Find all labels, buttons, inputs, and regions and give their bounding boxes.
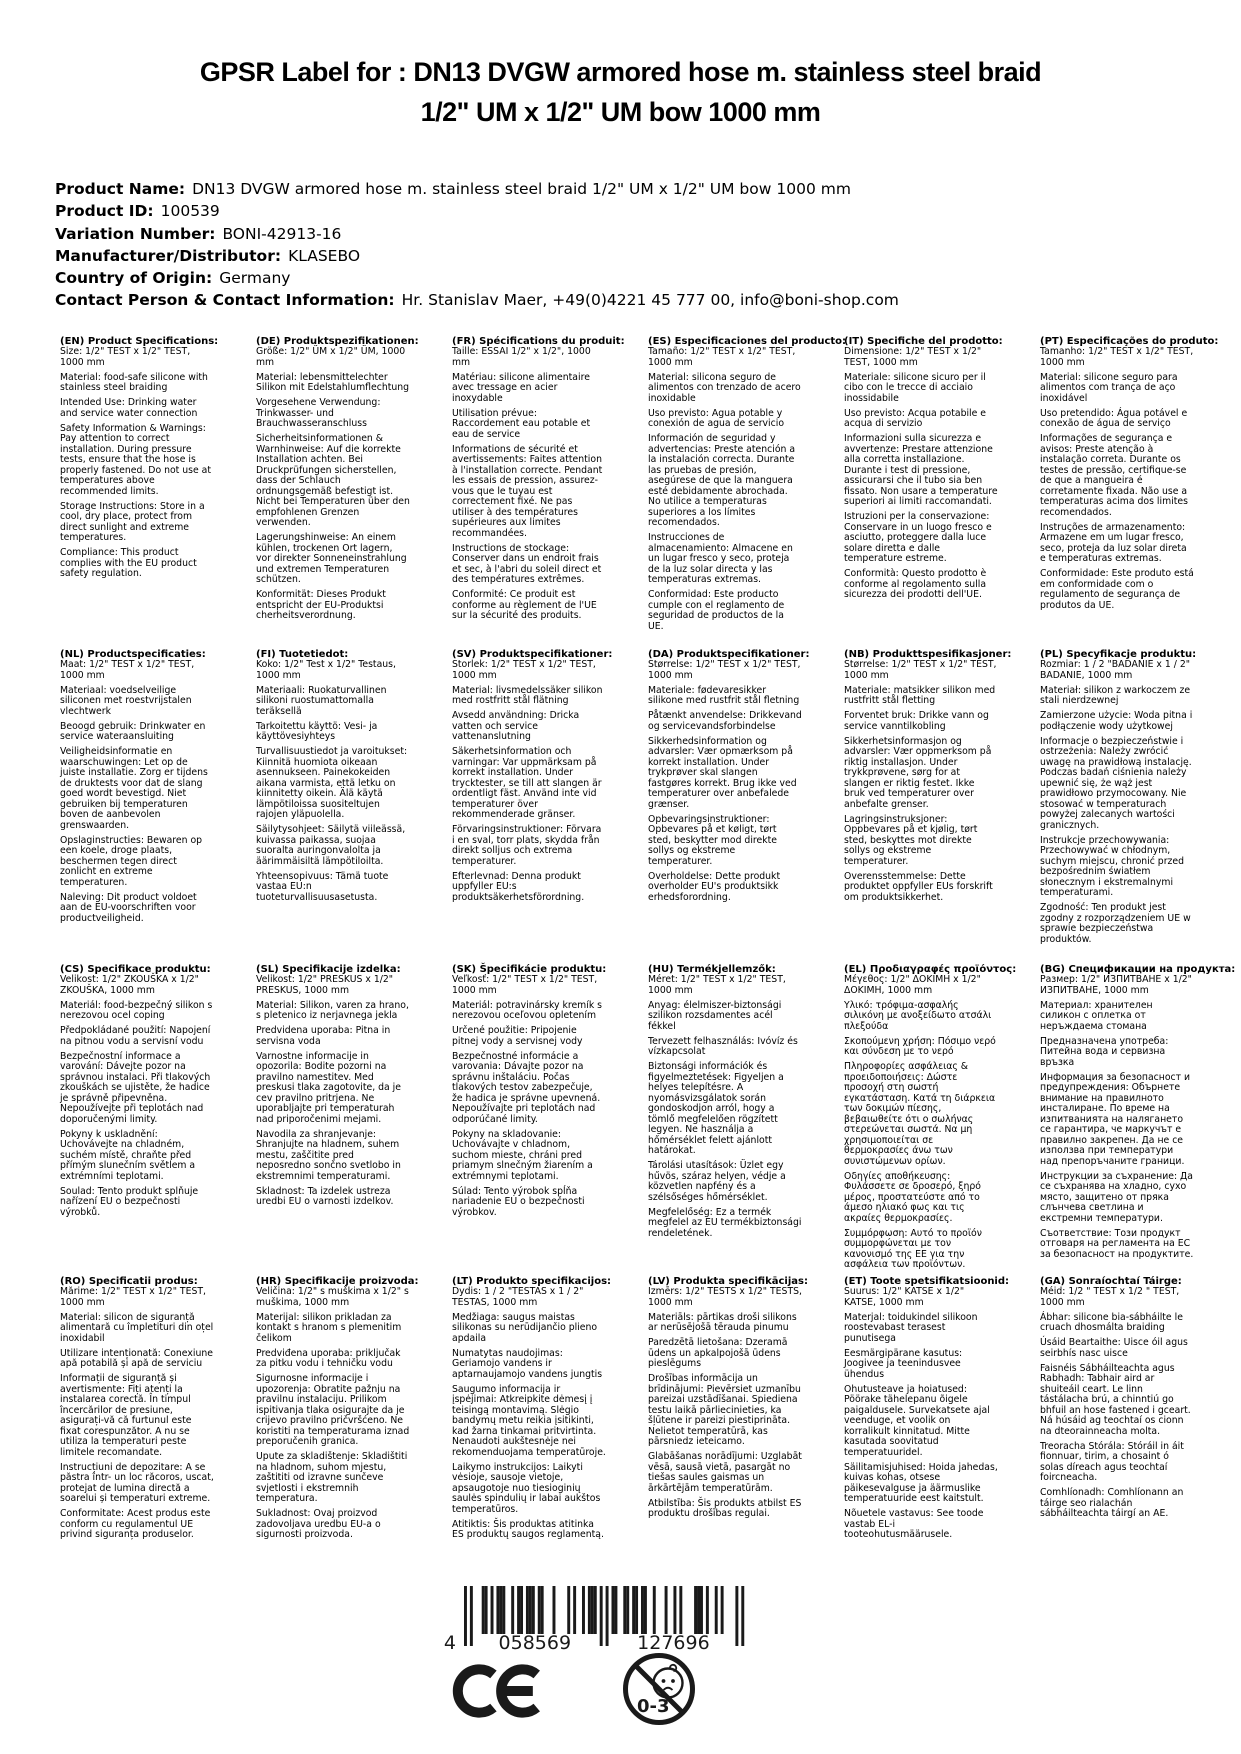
spec-paragraph: Predvidena uporaba: Pitna in servisna voda [256, 1025, 391, 1047]
spec-paragraph: Medžiaga: saugus maistas silikonas su nerūdijančio plieno apdaila [452, 1311, 598, 1344]
product-info-value: DN13 DVGW armored hose m. stainless steel braid 1/2" UM x 1/2" UM bow 1000 mm [192, 180, 851, 198]
spec-paragraph: Atbilstība: Šis produkts atbilst ES produktu drošības regulai. [648, 1497, 802, 1519]
product-info-row [55, 178, 1241, 200]
ce-mark [452, 1660, 542, 1722]
spec-block-heading: (EL) Προδιαγραφές προϊόντος: [844, 964, 1017, 975]
spec-paragraph: Sikkerhedsinformation og advarsler: Vær opmærksom på korrekt installation. Under trykprøver skal slangen fastgøres korrekt. Brug ikke ved temperaturer over anbefalede grænser. [648, 735, 797, 810]
spec-paragraph: Saugumo informacija ir įspėjimai: Atkreipkite dėmesį į teisingą montavimą. Slėgio bandymų metu reikia įsitikinti, kad žarna tinkamai pritvirtinta. Nenaudoti aukštesnėje nei rekomenduojama temperatūroje. [452, 1383, 606, 1458]
age-warning-0-3-icon [621, 1650, 697, 1728]
spec-paragraph: Turvallisuustiedot ja varoitukset: Kiinnitä huomiota oikeaan asennukseen. Painekokeiden aikana varmista, että letku on kiinnitetty oikein. Älä käytä lämpötiloissa suositeltujen rajojen yläpuolella. [256, 746, 408, 820]
spec-paragraph: Compliance: This product complies with the EU product safety regulation. [60, 547, 197, 579]
spec-paragraph: Méid: 1/2 " TEST x 1/2 " TEST, 1000 mm [1040, 1286, 1180, 1308]
spec-paragraph: Istruzioni per la conservazione: Conservare in un luogo fresco e asciutto, proteggere dalla luce solare diretta e dalle temperature estreme. [844, 511, 992, 564]
product-info-row [55, 223, 1241, 245]
spec-paragraph: Drošības informācija un brīdinājumi: Pievērsiet uzmanību pareizai uzstādīšanai. Spiediena testu laikā pārliecinieties, ka šļūtene ir pareizi piestiprināta. Nelietot temperatūrā, kas pārsniedz ieteicamo. [648, 1373, 801, 1447]
spec-paragraph: Tervezett felhasználás: Ivóvíz és vízkapcsolat [648, 1035, 798, 1057]
spec-block-heading: (DE) Produktspezifikationen: [256, 336, 419, 347]
spec-paragraph: Conformidade: Este produto está em conformidade com o regulamento de segurança de produtos da UE. [1040, 568, 1194, 611]
barcode-digits: 4 [443, 1632, 456, 1653]
spec-paragraph: Material: food-safe silicone with stainless steel braiding [60, 371, 208, 393]
spec-paragraph: Megfelelőség: Ez a termék megfelel az EU termékbiztonsági rendeletének. [648, 1206, 802, 1239]
spec-paragraph: Materiāls: pārtikas droši silikons ar nerūsējošā tērauda pinumu [648, 1311, 797, 1333]
spec-paragraph: Instruções de armazenamento: Armazene em um lugar fresco, seco, proteja da luz solar direta e temperaturas extremas. [1040, 521, 1187, 564]
spec-paragraph: Material: silicona seguro de alimentos con trenzado de acero inoxidable [648, 371, 801, 404]
spec-paragraph: Pokyny na skladovanie: Uchovávajte v chladnom, suchom mieste, chráni pred priamym slnečným žiarením a extrémnymi teplotami. [452, 1128, 593, 1182]
spec-block [844, 1276, 1040, 1545]
spec-block [256, 964, 452, 1276]
product-info [55, 178, 1241, 312]
spec-paragraph: Predviđena uporaba: priključak za pitku vodu i tehničku vodu [256, 1347, 401, 1369]
spec-paragraph: Opbevaringsinstruktioner: Opbevares på et køligt, tørt sted, beskytter mod direkte sollys og ekstreme temperaturer. [648, 813, 777, 867]
spec-paragraph: Uso pretendido: Água potável e conexão de água de serviço [1040, 407, 1188, 429]
spec-paragraph: Информация за безопасност и предупреждения: Обърнете внимание на правилното инсталиране. По време на изпитванията на налягането се гарантира, че маркучът е правилно закрепен. Да не се използва при температури над препоръчаните граници. [1040, 1071, 1191, 1167]
spec-block-heading: (IT) Specifiche del prodotto: [844, 336, 1003, 347]
product-info-value: Hr. Stanislav Maer, +49(0)4221 45 777 00, info@boni-shop.com [401, 291, 899, 310]
spec-paragraph: Eesmärgipärane kasutus: Joogivee ja teenindusvee ühendus [844, 1347, 963, 1380]
spec-paragraph: Forventet bruk: Drikke vann og service vanntilkobling [844, 710, 989, 732]
spec-paragraph: Förvaringsinstruktioner: Förvara i en sval, torr plats, skydda från direkt solljus och extrema temperaturer. [452, 824, 602, 867]
spec-paragraph: Tarkoitettu käyttö: Vesi- ja käyttövesiyhteys [256, 720, 378, 742]
spec-paragraph: Informazioni sulla sicurezza e avvertenze: Prestare attenzione alla corretta installazione. Durante i test di pressione, assicurarsi che il tubo sia ben fissato. Non usare a temperature superiori ai limiti raccomandati. [844, 433, 998, 507]
spec-paragraph: Avsedd användning: Dricka vatten och service vattenanslutning [452, 710, 580, 742]
spec-paragraph: Conformità: Questo prodotto è conforme al regolamento sulla sicurezza dei prodotti dell'UE. [844, 568, 987, 600]
spec-paragraph: Navodila za shranjevanje: Shranjujte na hladnem, suhem mestu, zaščitite pred neposredno sončno svetlobo in ekstremnimi temperaturami. [256, 1128, 401, 1182]
spec-block [60, 1276, 256, 1545]
spec-block-heading: (GA) Sonraíochtaí Táirge: [1040, 1276, 1182, 1287]
spec-paragraph: Materiaali: Ruokaturvallinen silikoni ruostumattomalla teräksellä [256, 684, 387, 717]
spec-paragraph: Información de seguridad y advertencias: Preste atención a la instalación correcta. Durante las pruebas de presión, asegúrese de que la manguera esté debidamente abrochada. No utilice a temperaturas superiores a los límites recomendados. [648, 433, 796, 528]
spec-block [256, 336, 452, 649]
spec-paragraph: Méret: 1/2" TEST x 1/2" TEST, 1000 mm [648, 974, 786, 996]
spec-paragraph: Conformitate: Acest produs este conform cu regulamentul UE privind siguranța produselor. [60, 1508, 211, 1540]
product-info-label: Variation Number: [55, 224, 216, 243]
spec-paragraph: Υλικό: τρόφιμα-ασφαλής σιλικόνη με ανοξείδωτο ατσάλι πλεξούδα [844, 999, 992, 1032]
age-warning-text: 0-3 [637, 1696, 670, 1717]
spec-paragraph: Sicherheitsinformationen & Warnhinweise: Auf die korrekte Installation achten. Bei Druckprüfungen sicherstellen, dass der Schlauch ordnungsgemäß befestigt ist. Nicht bei Temperaturen über den empfohlenen Grenzen verwenden. [256, 433, 410, 528]
spec-paragraph: Sikkerhetsinformasjon og advarsler: Vær oppmerksom på riktig installasjon. Under trykkprøvene, sørg for at slangen er riktig festet. Ikke bruk ved temperaturer over anbefalte grenser. [844, 735, 992, 810]
spec-paragraph: Συμμόρφωση: Αυτό το προϊόν συμμορφώνεται με τον κανονισμό της ΕΕ για την ασφάλεια των προϊόντων. [844, 1227, 982, 1270]
product-info-value: BONI-42913-16 [222, 224, 342, 243]
spec-paragraph: Biztonsági információk és figyelmeztetések: Figyeljen a helyes telepítésre. A nyomásvizsgálatok során gondoskodjon arról, hogy a tömlő megfelelően rögzített legyen. Ne használja a hőmérséklet felett ajánlott határokat. [648, 1061, 784, 1156]
spec-paragraph: Velikost: 1/2" ZKOUŠKA x 1/2" ZKOUŠKA, 1000 mm [60, 974, 199, 996]
spec-block-heading: (FR) Spécifications du produit: [452, 336, 625, 347]
spec-paragraph: Úsáid Beartaithe: Uisce óil agus seirbhís nasc uisce [1040, 1337, 1188, 1359]
spec-block-heading: (NL) Productspecificaties: [60, 649, 206, 660]
spec-block [256, 1276, 452, 1545]
spec-paragraph: Tamaño: 1/2" TEST x 1/2" TEST, 1000 mm [648, 346, 796, 368]
barcode-digits: 058569 [498, 1632, 572, 1653]
spec-paragraph: Velikost: 1/2" PRESKUS x 1/2" PRESKUS, 1000 mm [256, 974, 394, 996]
spec-paragraph: Ohutusteave ja hoiatused: Pöörake tähelepanu õigele paigaldusele. Survekatsete ajal veenduge, et voolik on korralikult kinnitatud. Mitte kasutada soovitatud temperatuuridel. [844, 1383, 990, 1458]
spec-block-heading: (DA) Produktspecifikationer: [648, 649, 810, 660]
spec-paragraph: Overholdelse: Dette produkt overholder EU's produktsikk erhedsforordning. [648, 870, 781, 903]
spec-paragraph: Instrukcje przechowywania: Przechowywać w chłodnym, suchym miejscu, chronić przed bezpośrednim światłem słonecznym i ekstremalnymi temperaturami. [1040, 834, 1185, 898]
spec-paragraph: Storage Instructions: Store in a cool, dry place, protect from direct sunlight and extreme temperatures. [60, 500, 205, 543]
spec-paragraph: Varnostne informacije in opozorila: Bodite pozorni na pravilno namestitev. Med preskusi tlaka zagotovite, da je cev pravilno pritrjena. Ne uporabljajte pri temperaturah nad priporočenimi mejami. [256, 1050, 401, 1125]
spec-block [1040, 336, 1236, 649]
spec-paragraph: Glabāšanas norādījumi: Uzglabāt vēsā, sausā vietā, pasargāt no tiešas saules gaismas un ārkārtējām temperatūrām. [648, 1451, 802, 1494]
spec-paragraph: Overensstemmelse: Dette produktet oppfyller EUs forskrift om produktsikkerhet. [844, 870, 993, 903]
spec-block [648, 964, 844, 1276]
spec-block [648, 336, 847, 649]
spec-paragraph: Suurus: 1/2" KATSE x 1/2" KATSE, 1000 mm [844, 1286, 965, 1308]
spec-paragraph: Nõuetele vastavus: See toode vastab EL-i tooteohutusmäärusele. [844, 1508, 984, 1540]
spec-block [1040, 964, 1236, 1276]
spec-paragraph: Dydis: 1 / 2 "TESTAS x 1 / 2" TESTAS, 1000 mm [452, 1286, 584, 1308]
spec-block-heading: (ET) Toote spetsifikatsioonid: [844, 1276, 1010, 1287]
product-info-value: 100539 [160, 202, 220, 221]
spec-paragraph: Bezpečnostné informácie a varovania: Dávajte pozor na správnu inštaláciu. Počas tlakových testov zabezpečuje, že hadica je správne upevnená. Nepoužívajte pri teplotách nad odporúčané limity. [452, 1050, 601, 1125]
spec-block [256, 649, 452, 964]
spec-paragraph: Säilytysohjeet: Säilytä viileässä, kuivassa paikassa, suojaa suoralta auringonvalolta ja äärimmäisiltä lämpötiloilta. [256, 824, 406, 867]
spec-block-heading: (FI) Tuotetiedot: [256, 649, 349, 660]
spec-paragraph: Zamierzone użycie: Woda pitna i podłączenie wody użytkowej [1040, 710, 1193, 732]
spec-block [60, 336, 256, 649]
product-info-label: Contact Person & Contact Information: [55, 291, 395, 310]
spec-paragraph: Størrelse: 1/2" TEST x 1/2" TEST, 1000 mm [844, 659, 997, 681]
spec-paragraph: Pokyny k uskladnění: Uchovávejte na chladném, suchém místě, chraňte před přímým slunečním světlem a extrémními teplotami. [60, 1128, 196, 1182]
spec-paragraph: Rozmiar: 1 / 2 "BADANIE x 1 / 2" BADANIE, 1000 mm [1040, 659, 1191, 681]
spec-paragraph: Informații de siguranță și avertismente: Fiți atenți la instalarea corectă. În timpul încercărilor de presiune, asigurați-vă că furtunul este fixat corespunzător. A nu se utiliza la temperaturi peste limitele recomandate. [60, 1373, 192, 1458]
spec-paragraph: Instrucciones de almacenamiento: Almacene en un lugar fresco y seco, proteja de la luz solar directa y las temperaturas extremas. [648, 532, 793, 585]
spec-paragraph: Σκοπούμενη χρήση: Πόσιμο νερό και σύνδεση με το νερό [844, 1035, 996, 1057]
product-info-label: Product Name: [55, 180, 186, 198]
spec-paragraph: Съответствие: Този продукт отговаря на регламента на ЕС за безопасност на продуктите. [1040, 1227, 1194, 1260]
spec-paragraph: Materiale: silicone sicuro per il cibo con le trecce di acciaio inossidabile [844, 371, 986, 404]
spec-paragraph: Zgodność: Ten produkt jest zgodny z rozporządzeniem UE w sprawie bezpieczeństwa produktów. [1040, 902, 1191, 945]
spec-paragraph: Conformité: Ce produit est conforme au règlement de l'UE sur la sécurité des produits. [452, 589, 597, 621]
spec-block [452, 1276, 648, 1545]
age-warning-0-3 [621, 1650, 697, 1728]
spec-paragraph: Materiał: silikon z warkoczem ze stali nierdzewnej [1040, 684, 1191, 706]
spec-paragraph: Tárolási utasítások: Üzlet egy hűvös, száraz helyen, védje a közvetlen napfény és a szélsőséges hőmérséklet. [648, 1160, 786, 1203]
spec-paragraph: Utilisation prévue: Raccordement eau potable et eau de service [452, 407, 591, 440]
spec-paragraph: Utilizare intenționată: Conexiune apă potabilă și apă de serviciu [60, 1347, 213, 1369]
spec-paragraph: Bezpečnostní informace a varování: Dávejte pozor na správnou instalaci. Při tlakových zkouškách se ujistěte, že hadice je správně připevněna. Nepoužívejte při teplotách nad doporučenými limity. [60, 1050, 211, 1125]
spec-block [844, 964, 1040, 1276]
spec-paragraph: Skladnost: Ta izdelek ustreza uredbi EU o varnosti izdelkov. [256, 1185, 394, 1207]
spec-paragraph: Atitiktis: Šis produktas atitinka ES produktų saugos reglamentą. [452, 1518, 604, 1540]
product-info-label: Product ID: [55, 202, 154, 221]
spec-block [60, 649, 256, 964]
spec-paragraph: Předpokládané použití: Napojení na pitnou vodu a servisní vodu [60, 1025, 211, 1047]
spec-paragraph: Súlad: Tento výrobok spĺňa nariadenie EÚ o bezpečnosti výrobkov. [452, 1185, 585, 1218]
spec-paragraph: Vorgesehene Verwendung: Trinkwasser- und Brauchwasseranschluss [256, 397, 381, 429]
spec-paragraph: Предназначена употреба: Питейна вода и сервизна връзка [1040, 1035, 1169, 1068]
spec-paragraph: Πληροφορίες ασφάλειας & προειδοποιήσεις: Δώστε προσοχή στη σωστή εγκατάσταση. Κατά τη διάρκεια των δοκιμών πίεσης, βεβαιωθείτε ότι ο σωλήνας στερεώνεται σωστά. Να μη χρησιμοποιείται σε θερμοκρασίες άνω των συνιστώμενων ορίων. [844, 1061, 996, 1167]
spec-paragraph: Izmērs: 1/2" TESTS x 1/2" TESTS, 1000 mm [648, 1286, 802, 1308]
spec-block [844, 336, 1040, 649]
spec-block [648, 649, 844, 964]
spec-paragraph: Ábhar: silicone bia-sábháilte le cruach dhosmálta braiding [1040, 1311, 1183, 1333]
spec-paragraph: Инструкции за съхранение: Да се съхранява на хладно, сухо място, защитено от пряка слънчева светлина и екстремни температури. [1040, 1170, 1194, 1224]
spec-paragraph: Soulad: Tento produkt splňuje nařízení EU o bezpečnosti výrobků. [60, 1185, 199, 1218]
product-info-row [55, 200, 1241, 222]
spec-block-heading: (SV) Produktspecifikationer: [452, 649, 613, 660]
spec-paragraph: Μέγεθος: 1/2" ΔΟΚΙΜΗ x 1/2" ΔΟΚΙΜΗ, 1000 mm [844, 974, 981, 996]
spec-block [60, 964, 256, 1276]
spec-paragraph: Konformität: Dieses Produkt entspricht der EU-Produktsi cherheitsverordnung. [256, 589, 386, 621]
spec-block-heading: (LT) Produkto specifikacijos: [452, 1276, 612, 1287]
spec-block-heading: (HR) Specifikacije proizvoda: [256, 1276, 419, 1287]
page-title-line1: GPSR Label for : DN13 DVGW armored hose m. stainless steel braid [199, 57, 1042, 87]
spec-paragraph: Uso previsto: Agua potable y conexión de agua de servicio [648, 407, 785, 429]
spec-paragraph: Numatytas naudojimas: Geriamojo vandens ir aptarnaujamojo vandens jungtis [452, 1347, 603, 1380]
spec-paragraph: Určené použitie: Pripojenie pitnej vody a servisnej vody [452, 1025, 583, 1047]
spec-block-heading: (BG) Спецификации на продукта: [1040, 964, 1236, 975]
spec-paragraph: Sukladnost: Ovaj proizvod zadovoljava uredbu EU-a o sigurnosti proizvoda. [256, 1508, 381, 1540]
spec-paragraph: Mărime: 1/2" TEST x 1/2" TEST, 1000 mm [60, 1286, 207, 1308]
spec-block [1040, 1276, 1236, 1545]
spec-paragraph: Upute za skladištenje: Skladištiti na hladnom, suhom mjestu, zaštititi od izravne sunčeve svjetlosti i ekstremnih temperatura. [256, 1451, 408, 1504]
spec-paragraph: Material: Silikon, varen za hrano, s pletenico iz nerjavnega jekla [256, 999, 409, 1021]
spec-paragraph: Dimensione: 1/2" TEST x 1/2" TEST, 1000 mm [844, 346, 982, 368]
page-title-line2: 1/2" UM x 1/2" UM bow 1000 mm [420, 97, 821, 127]
spec-paragraph: Conformidad: Este producto cumple con el reglamento de seguridad de productos de la UE. [648, 589, 785, 632]
product-info-value: Germany [219, 269, 291, 288]
spec-paragraph: Storlek: 1/2" TEST x 1/2" TEST, 1000 mm [452, 659, 596, 681]
spec-paragraph: Opslaginstructies: Bewaren op een koele, droge plaats, beschermen tegen direct zonlicht en extreme temperaturen. [60, 834, 203, 888]
ce-mark-icon [452, 1660, 542, 1722]
spec-block [648, 1276, 844, 1545]
spec-paragraph: Informacje o bezpieczeństwie i ostrzeżenia: Należy zwrócić uwagę na prawidłową instalację. Podczas badań ciśnienia należy upewnić się, że wąż jest prawidłowo przymocowany. Nie stosować w temperaturach powyżej zalecanych wartości granicznych. [1040, 735, 1192, 831]
spec-paragraph: Treoracha Stórála: Stóráil in áit fionnuar, tirim, a chosaint ó solas díreach agus teochtaí foircneacha. [1040, 1440, 1184, 1483]
spec-block-heading: (SL) Specifikacije izdelka: [256, 964, 401, 975]
spec-paragraph: Beoogd gebruik: Drinkwater en service wateraansluiting [60, 720, 206, 742]
spec-paragraph: Naleving: Dit product voldoet aan de EU-voorschriften voor productveiligheid. [60, 891, 197, 924]
spec-block-heading: (RO) Specificatii produs: [60, 1276, 198, 1287]
product-info-label: Country of Origin: [55, 269, 213, 288]
barcode-digits: 127696 [637, 1632, 710, 1653]
spec-block-heading: (CS) Specifikace produktu: [60, 964, 211, 975]
product-info-row [55, 267, 1241, 289]
spec-paragraph: Materiál: food-bezpečný silikon s nerezovou ocel coping [60, 999, 213, 1021]
spec-paragraph: Påtænkt anvendelse: Drikkevand og servicevandsforbindelse [648, 710, 802, 732]
ean-barcode [428, 1581, 758, 1653]
spec-grid [60, 336, 1236, 1545]
spec-block-heading: (SK) Špecifikácie produktu: [452, 964, 607, 975]
spec-paragraph: Material: livsmedelssäker silikon med rostfritt stål flätning [452, 684, 603, 706]
spec-block [452, 964, 648, 1276]
spec-block-heading: (HU) Termékjellemzők: [648, 964, 776, 975]
spec-paragraph: Material: silicon de siguranță alimentară cu împletituri din oțel inoxidabil [60, 1311, 214, 1344]
page-title [40, 52, 1201, 132]
spec-paragraph: Größe: 1/2" ÜM x 1/2" ÜM, 1000 mm [256, 346, 406, 368]
spec-block-heading: (ES) Especificaciones del producto: [648, 336, 847, 347]
spec-paragraph: Efterlevnad: Denna produkt uppfyller EU:s produktsäkerhetsförordning. [452, 870, 585, 903]
spec-paragraph: Materijal: silikon prikladan za kontakt s hranom s plemenitim čelikom [256, 1311, 402, 1344]
spec-paragraph: Materjal: toidukindel silikoon roostevabast terasest punutisega [844, 1311, 978, 1344]
spec-paragraph: Comhlíonadh: Comhlíonann an táirge seo rialachán sábháilteachta táirgí an AE. [1040, 1487, 1184, 1519]
spec-paragraph: Veličina: 1/2" s muškima x 1/2" s muškima, 1000 mm [256, 1286, 409, 1308]
spec-paragraph: Taille: ESSAI 1/2" x 1/2", 1000 mm [452, 346, 591, 368]
spec-paragraph: Materiál: potravinársky kremík s nerezovou oceľovou opletením [452, 999, 603, 1021]
ean-barcode-icon [428, 1581, 758, 1653]
spec-paragraph: Säkerhetsinformation och varningar: Var uppmärksam på korrekt installation. Under trycktester, se till att slangen är ordentligt fäst. Använd inte vid temperaturer över rekommenderade gränser. [452, 746, 602, 820]
spec-paragraph: Størrelse: 1/2" TEST x 1/2" TEST, 1000 mm [648, 659, 801, 681]
spec-paragraph: Lagerungshinweise: An einem kühlen, trockenen Ort lagern, vor direkter Sonneneinstrahlung und extremen Temperaturen schützen. [256, 532, 407, 585]
product-info-row [55, 289, 1241, 311]
spec-paragraph: Veľkosť: 1/2" TEST x 1/2" TEST, 1000 mm [452, 974, 598, 996]
spec-block [1040, 649, 1236, 964]
spec-paragraph: Faisnéis Sábháilteachta agus Rabhadh: Tabhair aird ar shuiteáil ceart. Le linn tástálacha brú, a chinntiú go bhfuil an hose fastened i gceart. Ná húsáid ag teochtaí os cionn na dteorainneacha molta. [1040, 1362, 1191, 1437]
spec-paragraph: Säilitamisjuhised: Hoida jahedas, kuivas kohas, otsese päikesevalguse ja äärmuslike temperatuuride eest kaitstult. [844, 1461, 998, 1504]
spec-paragraph: Size: 1/2" TEST x 1/2" TEST, 1000 mm [60, 346, 191, 368]
spec-block-heading: (EN) Product Specifications: [60, 336, 219, 347]
spec-block-heading: (PL) Specyfikacje produktu: [1040, 649, 1197, 660]
spec-block [452, 649, 648, 964]
spec-paragraph: Informations de sécurité et avertissements: Faites attention à l'installation correcte. Pendant les essais de pression, assurez-vous que le tuyau est correctement fixé. Ne pas utiliser à des températures supérieures aux limites recommandées. [452, 443, 603, 539]
spec-paragraph: Materiale: fødevaresikker silikone med rustfrit stål fletning [648, 684, 800, 706]
spec-block [452, 336, 648, 649]
spec-paragraph: Paredzētā lietošana: Dzeramā ūdens un apkalpojošā ūdens pieslēgums [648, 1337, 788, 1369]
spec-paragraph: Materiaal: voedselveilige siliconen met roestvrijstalen vlechtwerk [60, 684, 192, 717]
spec-block [844, 649, 1040, 964]
spec-paragraph: Материал: хранителен силикон с оплетка от неръждаема стомана [1040, 999, 1153, 1032]
spec-paragraph: Informações de segurança e avisos: Preste atenção à instalação correta. Durante os testes de pressão, certifique-se de que a mangueira é corretamente fixada. Não use a temperaturas acima dos limites recomendados. [1040, 433, 1188, 518]
product-info-value: KLASEBO [288, 246, 361, 265]
spec-paragraph: Materiale: matsikker silikon med rustfritt stål fletting [844, 684, 996, 706]
spec-paragraph: Lagringsinstruksjoner: Oppbevares på et kjølig, tørt sted, beskyttes mot direkte sollys og ekstreme temperaturer. [844, 813, 978, 867]
spec-paragraph: Anyag: élelmiszer-biztonsági szilikon rozsdamentes acél fékkel [648, 999, 782, 1032]
spec-paragraph: Размер: 1/2" ИЗПИТВАНЕ x 1/2" ИЗПИТВАНЕ, 1000 mm [1040, 974, 1192, 996]
spec-paragraph: Matériau: silicone alimentaire avec tressage en acier inoxydable [452, 371, 590, 404]
spec-paragraph: Instrucțiuni de depozitare: A se păstra într- un loc răcoros, uscat, protejat de lumina directă a soarelui și temperaturi extreme. [60, 1461, 214, 1504]
spec-paragraph: Instructions de stockage: Conserver dans un endroit frais et sec, à l'abri du soleil direct et des températures extrêmes. [452, 542, 602, 585]
product-info-label: Manufacturer/Distributor: [55, 246, 282, 265]
spec-paragraph: Laikymo instrukcijos: Laikyti vėsioje, sausoje vietoje, apsaugotoje nuo tiesioginių saulės spindulių ir labai aukštos temperatūros. [452, 1461, 601, 1515]
spec-paragraph: Sigurnosne informacije i upozorenja: Obratite pažnju na pravilnu instalaciju. Prilikom ispitivanja tlaka osigurajte da je crijevo pravilno pričvršćeno. Ne koristiti na temperaturama iznad preporučenih granica. [256, 1373, 410, 1447]
spec-paragraph: Koko: 1/2" Test x 1/2" Testaus, 1000 mm [256, 659, 396, 681]
spec-paragraph: Uso previsto: Acqua potabile e acqua di servizio [844, 407, 987, 429]
product-info-row [55, 245, 1241, 267]
spec-paragraph: Material: lebensmittelechter Silikon mit Edelstahlumflechtung [256, 371, 410, 393]
spec-paragraph: Veiligheidsinformatie en waarschuwingen: Let op de juiste installatie. Zorg er tijdens de druktests voor dat de slang goed wordt bevestigd. Niet gebruiken bij temperaturen boven de aanbevolen grenswaarden. [60, 746, 208, 831]
spec-block-heading: (PT) Especificações do produto: [1040, 336, 1219, 347]
spec-paragraph: Safety Information & Warnings: Pay attention to correct installation. During pressure tests, ensure that the hose is properly fastened. Do not use at temperatures above recommended limits. [60, 422, 212, 497]
spec-paragraph: Maat: 1/2" TEST x 1/2" TEST, 1000 mm [60, 659, 195, 681]
spec-paragraph: Intended Use: Drinking water and service water connection [60, 397, 198, 419]
spec-paragraph: Tamanho: 1/2" TEST x 1/2" TEST, 1000 mm [1040, 346, 1194, 368]
spec-block-heading: (LV) Produkta specifikācijas: [648, 1276, 808, 1287]
spec-paragraph: Yhteensopivuus: Tämä tuote vastaa EU:n tuoteturvallisuusasetusta. [256, 870, 389, 903]
spec-paragraph: Material: silicone seguro para alimentos com trança de aço inoxidável [1040, 371, 1178, 404]
spec-block-heading: (NB) Produkttspesifikasjoner: [844, 649, 1012, 660]
spec-paragraph: Οδηγίες αποθήκευσης: Φυλάσσετε σε δροσερό, ξηρό μέρος, προστατεύστε από το άμεσο ηλιακό φως και τις ακραίες θερμοκρασίες. [844, 1170, 981, 1224]
